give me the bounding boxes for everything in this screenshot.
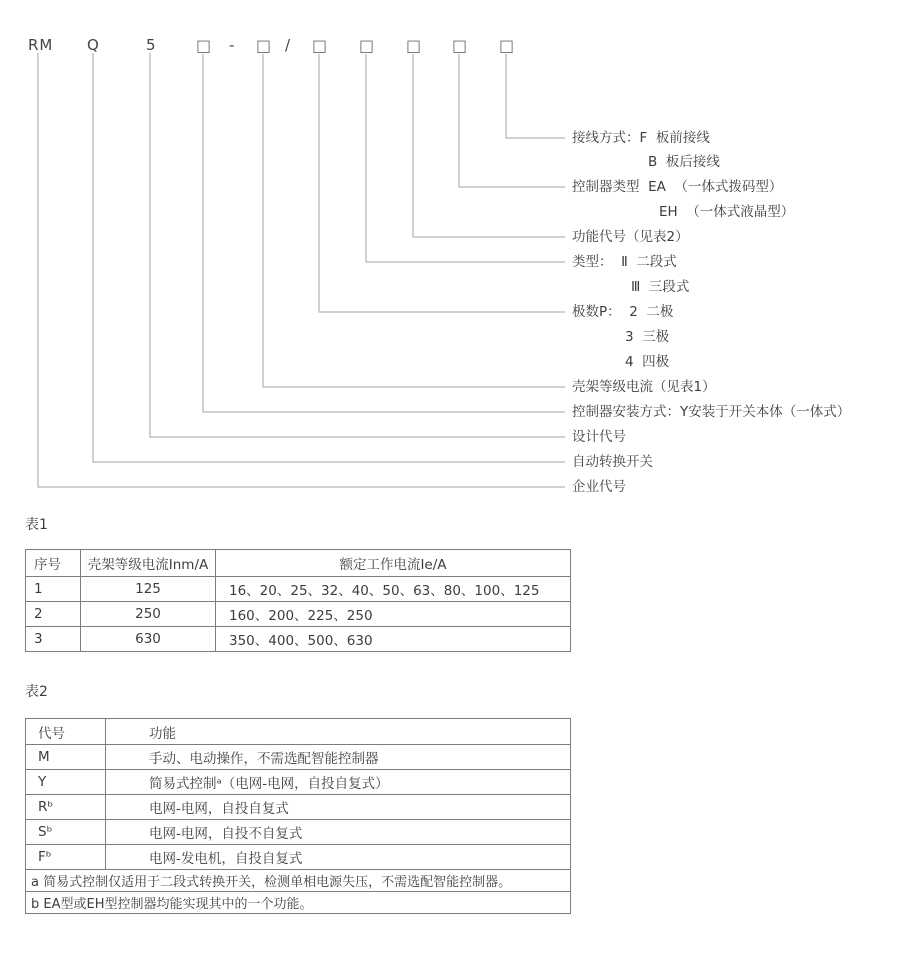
- table2-cell-function: 简易式控制ᵃ（电网-电网，自投自复式）: [106, 770, 571, 795]
- table1-cell-current: 350、400、500、630: [216, 627, 571, 652]
- connector-line: [38, 53, 565, 487]
- table2-note-a: a 简易式控制仅适用于二段式转换开关，检测单相电源失压，不需选配智能控制器。: [26, 870, 571, 892]
- label-frame-current: 壳架等级电流（见表1）: [572, 379, 716, 395]
- table-row: [26, 577, 571, 602]
- table1-header-frame: 壳架等级电流Inm/A: [81, 550, 216, 577]
- label-function-code: 功能代号（见表2）: [572, 229, 689, 245]
- label-type-line1: 类型： Ⅱ 二段式: [572, 254, 677, 270]
- table2-cell-function: 手动、电动操作，不需选配智能控制器: [106, 745, 571, 770]
- code-box-poles: □: [312, 36, 329, 55]
- table1-cell-frame: 125: [81, 577, 216, 602]
- label-wiring-line2: B 板后接线: [648, 154, 720, 170]
- table1-cell-seq: 1: [26, 577, 81, 602]
- connector-line: [319, 54, 565, 312]
- connector-line: [150, 53, 565, 437]
- table2-cell-code: Y: [26, 770, 106, 795]
- table2-cell-function: 电网-电网，自投不自复式: [106, 820, 571, 845]
- table1-cell-current: 160、200、225、250: [216, 602, 571, 627]
- table2-note-row: [26, 870, 571, 892]
- label-poles-line3: 4 四极: [625, 354, 670, 370]
- table2-note-row: [26, 892, 571, 914]
- code-box-mount: □: [196, 36, 213, 55]
- table1: [25, 549, 571, 652]
- connector-line: [506, 54, 565, 138]
- table2-cell-code: Rᵇ: [26, 795, 106, 820]
- table-row: [26, 745, 571, 770]
- table2-cell-code: Sᵇ: [26, 820, 106, 845]
- code-box-wiring: □: [499, 36, 516, 55]
- label-design-code: 设计代号: [572, 429, 626, 445]
- label-controller-type-line1: 控制器类型 EA （一体式拨码型）: [572, 179, 783, 195]
- code-part-switch: Q: [87, 36, 100, 54]
- code-box-type: □: [359, 36, 376, 55]
- table2-cell-function: 电网-电网，自投自复式: [106, 795, 571, 820]
- table2-cell-code: Fᵇ: [26, 845, 106, 870]
- table1-cell-frame: 250: [81, 602, 216, 627]
- table-row: [26, 770, 571, 795]
- code-part-company: RM: [28, 36, 54, 54]
- table-row: [26, 795, 571, 820]
- table-row: [26, 627, 571, 652]
- label-poles-line2: 3 三极: [625, 329, 670, 345]
- table1-header-row: [26, 550, 571, 577]
- connector-line: [93, 53, 565, 462]
- connector-line: [413, 54, 565, 237]
- table1-cell-seq: 3: [26, 627, 81, 652]
- table2: [25, 718, 571, 914]
- label-company-code: 企业代号: [572, 479, 626, 495]
- table2-cell-function: 电网-发电机，自投自复式: [106, 845, 571, 870]
- table-row: [26, 845, 571, 870]
- table2-cell-code: M: [26, 745, 106, 770]
- table1-caption: 表1: [25, 517, 48, 533]
- label-ats: 自动转换开关: [572, 454, 653, 470]
- table2-header-function: 功能: [106, 719, 571, 745]
- label-poles-line1: 极数P： 2 二极: [572, 304, 674, 320]
- code-box-controller: □: [452, 36, 469, 55]
- label-type-line2: Ⅲ 三段式: [631, 279, 690, 295]
- table2-note-b: b EA型或EH型控制器均能实现其中的一个功能。: [26, 892, 571, 914]
- code-box-function: □: [406, 36, 423, 55]
- table1-cell-seq: 2: [26, 602, 81, 627]
- label-controller-type-line2: EH （一体式液晶型）: [659, 204, 795, 220]
- connector-line: [366, 54, 565, 262]
- table1-cell-frame: 630: [81, 627, 216, 652]
- table1-cell-current: 16、20、25、32、40、50、63、80、100、125: [216, 577, 571, 602]
- table-row: [26, 602, 571, 627]
- connector-line: [459, 54, 565, 187]
- connector-line: [203, 54, 565, 412]
- connector-line: [263, 54, 565, 387]
- table1-header-seq: 序号: [26, 550, 81, 577]
- label-wiring-line1: 接线方式：F 板前接线: [572, 130, 710, 146]
- code-separator-slash: /: [285, 36, 292, 54]
- code-box-frame: □: [256, 36, 273, 55]
- table-row: [26, 820, 571, 845]
- code-separator-dash: -: [229, 36, 236, 54]
- code-part-design: 5: [146, 36, 157, 54]
- table1-header-current: 额定工作电流Ie/A: [216, 550, 571, 577]
- table2-header-code: 代号: [26, 719, 106, 745]
- table2-caption: 表2: [25, 684, 48, 700]
- table2-header-row: [26, 719, 571, 745]
- label-controller-mount: 控制器安装方式：Y安装于开关本体（一体式）: [572, 404, 851, 420]
